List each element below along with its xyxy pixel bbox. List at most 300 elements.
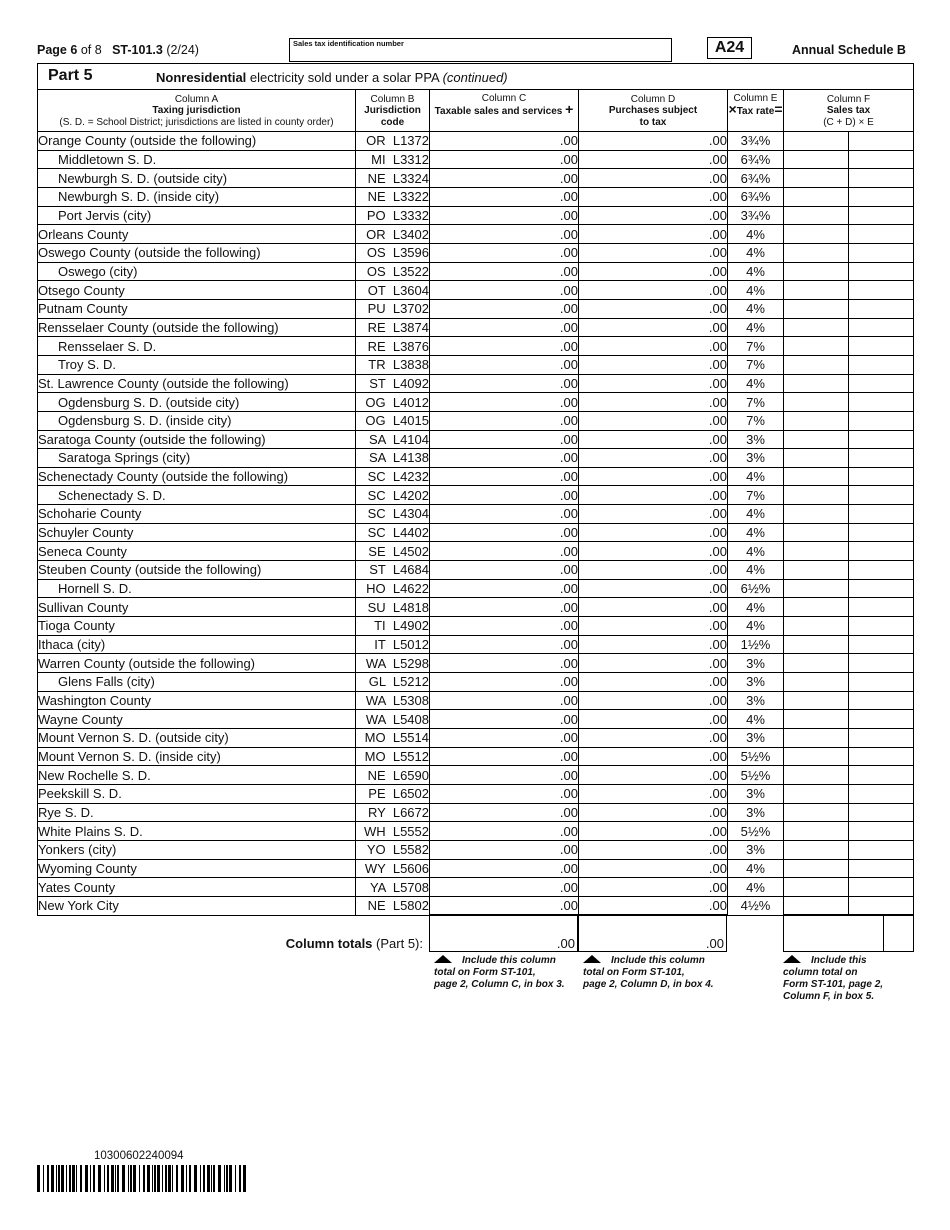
taxable-sales-field[interactable]: .00 — [430, 262, 579, 281]
taxable-sales-field[interactable]: .00 — [430, 187, 579, 206]
jurisdiction-name: Ithaca (city) — [38, 635, 356, 654]
jurisdiction-code: OG L4012 — [356, 393, 430, 412]
purchases-field[interactable]: .00 — [579, 523, 728, 542]
purchases-field[interactable]: .00 — [579, 393, 728, 412]
sales-tax-field[interactable] — [784, 579, 849, 598]
jurisdiction-name: Saratoga Springs (city) — [38, 449, 356, 468]
tax-rate: 4% — [728, 859, 784, 878]
sales-tax-field[interactable] — [784, 430, 849, 449]
jurisdiction-code: SA L4104 — [356, 430, 430, 449]
sales-tax-field[interactable] — [784, 729, 849, 748]
table-row — [38, 486, 914, 505]
table-row — [38, 355, 914, 374]
sales-tax-field[interactable] — [784, 878, 849, 897]
sales-tax-field[interactable] — [784, 337, 849, 356]
column-totals-label — [37, 936, 423, 951]
taxable-sales-field[interactable]: .00 — [430, 896, 579, 915]
tax-rate: 4% — [728, 617, 784, 636]
tax-rate: 4% — [728, 299, 784, 318]
barcode-bar — [104, 1165, 105, 1192]
taxable-sales-field[interactable]: .00 — [430, 803, 579, 822]
sales-tax-cents-field[interactable] — [849, 766, 914, 785]
barcode-bar — [172, 1165, 173, 1192]
sales-tax-cents-field[interactable] — [849, 449, 914, 468]
jurisdiction-code: OS L3522 — [356, 262, 430, 281]
taxable-sales-field[interactable]: .00 — [430, 878, 579, 897]
sales-tax-field[interactable] — [784, 374, 849, 393]
table-row — [38, 467, 914, 486]
barcode-bar — [56, 1165, 57, 1192]
sales-tax-field[interactable] — [784, 281, 849, 300]
tax-rate: 4% — [728, 225, 784, 244]
tax-rate: 3% — [728, 840, 784, 859]
column-d-name: Column D — [630, 93, 676, 105]
table-row — [38, 859, 914, 878]
jurisdiction-code: MO L5514 — [356, 729, 430, 748]
taxable-sales-field[interactable]: .00 — [430, 486, 579, 505]
taxable-sales-field[interactable]: .00 — [430, 635, 579, 654]
tax-rate: 3% — [728, 449, 784, 468]
sales-tax-field[interactable] — [784, 467, 849, 486]
tax-rate: 3% — [728, 729, 784, 748]
sales-tax-field[interactable] — [784, 542, 849, 561]
table-row — [38, 561, 914, 580]
sales-tax-field[interactable] — [784, 784, 849, 803]
table-body — [38, 132, 914, 916]
jurisdiction-name: Orleans County — [38, 225, 356, 244]
sales-tax-field[interactable] — [784, 691, 849, 710]
table-row — [38, 150, 914, 169]
taxable-sales-field[interactable]: .00 — [430, 449, 579, 468]
purchases-field[interactable]: .00 — [579, 467, 728, 486]
taxable-sales-field[interactable]: .00 — [430, 132, 579, 151]
sales-tax-cents-field[interactable] — [849, 505, 914, 524]
taxable-sales-field[interactable]: .00 — [430, 654, 579, 673]
tax-rate: 4% — [728, 505, 784, 524]
taxable-sales-field[interactable]: .00 — [430, 859, 579, 878]
sales-tax-id-field[interactable] — [289, 38, 672, 62]
taxable-sales-field[interactable]: .00 — [430, 243, 579, 262]
jurisdiction-name: Newburgh S. D. (inside city) — [38, 187, 356, 206]
taxable-sales-field[interactable]: .00 — [430, 467, 579, 486]
column-a-name: Column A — [174, 93, 219, 105]
purchases-field[interactable]: .00 — [579, 878, 728, 897]
taxable-sales-field[interactable]: .00 — [430, 374, 579, 393]
jurisdiction-name: Warren County (outside the following) — [38, 654, 356, 673]
sales-tax-field[interactable] — [784, 449, 849, 468]
barcode-bar — [58, 1165, 60, 1192]
barcode-bar — [194, 1165, 197, 1192]
purchases-field[interactable]: .00 — [579, 486, 728, 505]
sales-tax-cents-field[interactable] — [849, 617, 914, 636]
tax-rate: 5½% — [728, 766, 784, 785]
barcode-bar — [186, 1165, 187, 1192]
sales-tax-field[interactable] — [784, 822, 849, 841]
sales-tax-field[interactable] — [784, 355, 849, 374]
taxable-sales-field[interactable]: .00 — [430, 523, 579, 542]
purchases-field[interactable]: .00 — [579, 337, 728, 356]
tax-rate: 6½% — [728, 579, 784, 598]
taxable-sales-field[interactable]: .00 — [430, 150, 579, 169]
table-row — [38, 803, 914, 822]
jurisdiction-code: SC L4232 — [356, 467, 430, 486]
sales-tax-cents-field[interactable] — [849, 243, 914, 262]
sales-tax-cents-field[interactable] — [849, 542, 914, 561]
taxable-sales-field[interactable]: .00 — [430, 281, 579, 300]
note-d-line1: Include this column — [611, 955, 705, 966]
note-f-line1: Include this — [811, 955, 867, 966]
sales-tax-cents-field[interactable] — [849, 281, 914, 300]
total-column-f[interactable] — [783, 914, 884, 952]
sales-tax-field[interactable] — [784, 840, 849, 859]
note-column-d — [583, 955, 714, 991]
taxable-sales-field[interactable]: .00 — [430, 169, 579, 188]
sales-tax-cents-field[interactable] — [849, 747, 914, 766]
sales-tax-cents-field[interactable] — [849, 411, 914, 430]
taxable-sales-field[interactable]: .00 — [430, 691, 579, 710]
jurisdiction-name: Hornell S. D. — [38, 579, 356, 598]
taxable-sales-field[interactable]: .00 — [430, 337, 579, 356]
sales-tax-cents-field[interactable] — [849, 803, 914, 822]
jurisdiction-name: Rensselaer County (outside the following) — [38, 318, 356, 337]
sales-tax-cents-field[interactable] — [849, 393, 914, 412]
purchases-field[interactable]: .00 — [579, 449, 728, 468]
jurisdiction-name: Troy S. D. — [38, 355, 356, 374]
jurisdiction-code: SE L4502 — [356, 542, 430, 561]
total-column-d[interactable]: .00 — [578, 914, 727, 952]
page-label: Page — [37, 43, 67, 57]
jurisdiction-code: WH L5552 — [356, 822, 430, 841]
barcode-bar — [128, 1165, 129, 1192]
barcode-bar — [143, 1165, 145, 1192]
jurisdiction-name: Mount Vernon S. D. (outside city) — [38, 729, 356, 748]
form-code: A24 — [707, 37, 752, 59]
note-c-line2: total on Form ST-101, — [434, 967, 536, 978]
jurisdiction-code: YO L5582 — [356, 840, 430, 859]
taxable-sales-field[interactable]: .00 — [430, 206, 579, 225]
sales-tax-field[interactable] — [784, 803, 849, 822]
jurisdiction-name: Steuben County (outside the following) — [38, 561, 356, 580]
form-date: (2/24) — [166, 43, 199, 57]
column-b-name: Column B — [370, 93, 415, 105]
taxable-sales-field[interactable]: .00 — [430, 729, 579, 748]
sales-tax-cents-field[interactable] — [849, 169, 914, 188]
sales-tax-field[interactable] — [784, 132, 849, 151]
jurisdiction-code: RY L6672 — [356, 803, 430, 822]
barcode-bar — [189, 1165, 191, 1192]
purchases-field[interactable]: .00 — [579, 132, 728, 151]
column-d-title2: to tax — [639, 116, 667, 128]
table-row — [38, 225, 914, 244]
purchases-field[interactable]: .00 — [579, 561, 728, 580]
table-row — [38, 822, 914, 841]
purchases-field[interactable]: .00 — [579, 710, 728, 729]
tax-rate: 4½% — [728, 896, 784, 915]
jurisdiction-code: SA L4138 — [356, 449, 430, 468]
page-number: 6 — [70, 43, 78, 57]
tax-rate: 7% — [728, 393, 784, 412]
barcode-bar — [130, 1165, 132, 1192]
sales-tax-field[interactable] — [784, 225, 849, 244]
purchases-field[interactable]: .00 — [579, 729, 728, 748]
sales-tax-cents-field[interactable] — [849, 486, 914, 505]
table-row — [38, 784, 914, 803]
table-row — [38, 654, 914, 673]
table-row — [38, 840, 914, 859]
taxable-sales-field[interactable]: .00 — [430, 355, 579, 374]
total-column-c[interactable]: .00 — [429, 914, 578, 952]
table-row — [38, 878, 914, 897]
sales-tax-cents-field[interactable] — [849, 374, 914, 393]
sales-tax-field[interactable] — [784, 262, 849, 281]
sales-tax-cents-field[interactable] — [849, 691, 914, 710]
sales-tax-cents-field[interactable] — [849, 318, 914, 337]
sales-tax-cents-field[interactable] — [849, 561, 914, 580]
purchases-field[interactable]: .00 — [579, 355, 728, 374]
purchases-field[interactable]: .00 — [579, 784, 728, 803]
column-a-header — [38, 90, 356, 132]
sales-tax-cents-field[interactable] — [849, 654, 914, 673]
sales-tax-field[interactable] — [784, 561, 849, 580]
jurisdiction-code: RE L3874 — [356, 318, 430, 337]
sales-tax-field[interactable] — [784, 206, 849, 225]
purchases-field[interactable]: .00 — [579, 225, 728, 244]
barcode-bar — [61, 1165, 64, 1192]
taxable-sales-field[interactable]: .00 — [430, 766, 579, 785]
purchases-field[interactable]: .00 — [579, 374, 728, 393]
taxable-sales-field[interactable]: .00 — [430, 225, 579, 244]
sales-tax-cents-field[interactable] — [849, 878, 914, 897]
barcode-bar — [147, 1165, 150, 1192]
purchases-field[interactable]: .00 — [579, 747, 728, 766]
jurisdiction-name: New York City — [38, 896, 356, 915]
sales-tax-cents-field[interactable] — [849, 822, 914, 841]
page-of: of 8 — [80, 43, 102, 57]
jurisdiction-name: Yates County — [38, 878, 356, 897]
table-row — [38, 691, 914, 710]
tax-rate: 6¾% — [728, 150, 784, 169]
purchases-field[interactable]: .00 — [579, 859, 728, 878]
purchases-field[interactable]: .00 — [579, 635, 728, 654]
barcode-bar — [235, 1165, 236, 1192]
table-row — [38, 579, 914, 598]
taxable-sales-field[interactable]: .00 — [430, 598, 579, 617]
sales-tax-cents-field[interactable] — [849, 673, 914, 692]
tax-rate: 4% — [728, 598, 784, 617]
sales-tax-field[interactable] — [784, 617, 849, 636]
purchases-field[interactable]: .00 — [579, 505, 728, 524]
sales-tax-field[interactable] — [784, 411, 849, 430]
barcode-bar — [47, 1165, 49, 1192]
purchases-field[interactable]: .00 — [579, 542, 728, 561]
taxable-sales-field[interactable]: .00 — [430, 710, 579, 729]
table-row — [38, 617, 914, 636]
taxable-sales-field[interactable]: .00 — [430, 840, 579, 859]
tax-rate: 4% — [728, 467, 784, 486]
sales-tax-cents-field[interactable] — [849, 523, 914, 542]
purchases-field[interactable]: .00 — [579, 187, 728, 206]
sales-tax-cents-field[interactable] — [849, 635, 914, 654]
sales-tax-cents-field[interactable] — [849, 299, 914, 318]
sales-tax-cents-field[interactable] — [849, 598, 914, 617]
jurisdiction-code: OS L3596 — [356, 243, 430, 262]
table-row — [38, 262, 914, 281]
sales-tax-field[interactable] — [784, 393, 849, 412]
table-row — [38, 896, 914, 915]
purchases-field[interactable]: .00 — [579, 262, 728, 281]
barcode-bar — [176, 1165, 178, 1192]
sales-tax-field[interactable] — [784, 523, 849, 542]
totals-label-rest: (Part 5): — [372, 936, 423, 951]
sales-tax-field[interactable] — [784, 859, 849, 878]
purchases-field[interactable]: .00 — [579, 673, 728, 692]
sales-tax-cents-field[interactable] — [849, 150, 914, 169]
jurisdiction-code: PE L6502 — [356, 784, 430, 803]
barcode-bar — [72, 1165, 75, 1192]
jurisdiction-code: OG L4015 — [356, 411, 430, 430]
taxable-sales-field[interactable]: .00 — [430, 411, 579, 430]
schedule-title: Annual Schedule B — [792, 43, 906, 57]
jurisdiction-name: Washington County — [38, 691, 356, 710]
purchases-field[interactable]: .00 — [579, 430, 728, 449]
table-header-row — [38, 90, 914, 132]
sales-tax-field[interactable] — [784, 598, 849, 617]
tax-rate: 1½% — [728, 635, 784, 654]
table-row — [38, 318, 914, 337]
sales-tax-field[interactable] — [784, 318, 849, 337]
table-row — [38, 132, 914, 151]
taxable-sales-field[interactable]: .00 — [430, 505, 579, 524]
purchases-field[interactable]: .00 — [579, 281, 728, 300]
sales-tax-cents-field[interactable] — [849, 710, 914, 729]
sales-tax-cents-field[interactable] — [849, 579, 914, 598]
times-operator: × — [728, 101, 737, 118]
taxable-sales-field[interactable]: .00 — [430, 393, 579, 412]
sales-tax-cents-field[interactable] — [849, 355, 914, 374]
sales-tax-field[interactable] — [784, 299, 849, 318]
taxable-sales-field[interactable]: .00 — [430, 579, 579, 598]
taxable-sales-field[interactable]: .00 — [430, 299, 579, 318]
purchases-field[interactable]: .00 — [579, 169, 728, 188]
sales-tax-field[interactable] — [784, 896, 849, 915]
purchases-field[interactable]: .00 — [579, 598, 728, 617]
note-f-line2: column total on — [783, 967, 858, 978]
tax-rate: 7% — [728, 337, 784, 356]
taxable-sales-field[interactable]: .00 — [430, 784, 579, 803]
purchases-field[interactable]: .00 — [579, 206, 728, 225]
tax-rate: 4% — [728, 281, 784, 300]
sales-tax-field[interactable] — [784, 654, 849, 673]
jurisdiction-code: NE L5802 — [356, 896, 430, 915]
sales-tax-field[interactable] — [784, 187, 849, 206]
table-row — [38, 449, 914, 468]
sales-tax-field[interactable] — [784, 169, 849, 188]
sales-tax-cents-field[interactable] — [849, 132, 914, 151]
table-row — [38, 243, 914, 262]
purchases-field[interactable]: .00 — [579, 803, 728, 822]
sales-tax-cents-field[interactable] — [849, 729, 914, 748]
sales-tax-cents-field[interactable] — [849, 225, 914, 244]
part-title — [156, 70, 508, 85]
taxable-sales-field[interactable]: .00 — [430, 617, 579, 636]
sales-tax-field[interactable] — [784, 486, 849, 505]
total-column-f-cents[interactable] — [883, 914, 914, 952]
taxable-sales-field[interactable]: .00 — [430, 747, 579, 766]
sales-tax-field[interactable] — [784, 766, 849, 785]
tax-rate: 4% — [728, 561, 784, 580]
purchases-field[interactable]: .00 — [579, 150, 728, 169]
sales-tax-field[interactable] — [784, 505, 849, 524]
table-row — [38, 747, 914, 766]
totals-label-bold: Column totals — [285, 936, 373, 951]
sales-tax-cents-field[interactable] — [849, 430, 914, 449]
sales-tax-cents-field[interactable] — [849, 262, 914, 281]
jurisdiction-code: OT L3604 — [356, 281, 430, 300]
purchases-field[interactable]: .00 — [579, 579, 728, 598]
jurisdiction-code: ST L4092 — [356, 374, 430, 393]
sales-tax-cents-field[interactable] — [849, 206, 914, 225]
barcode-bar — [43, 1165, 44, 1192]
sales-tax-cents-field[interactable] — [849, 859, 914, 878]
table-row — [38, 523, 914, 542]
purchases-field[interactable]: .00 — [579, 411, 728, 430]
sales-tax-field[interactable] — [784, 710, 849, 729]
purchases-field[interactable]: .00 — [579, 243, 728, 262]
jurisdiction-name: Oswego (city) — [38, 262, 356, 281]
column-b-title2: code — [380, 116, 405, 128]
barcode-bar — [93, 1165, 95, 1192]
taxable-sales-field[interactable]: .00 — [430, 822, 579, 841]
tax-rate: 6¾% — [728, 169, 784, 188]
sales-tax-field[interactable] — [784, 635, 849, 654]
purchases-field[interactable]: .00 — [579, 840, 728, 859]
column-b-header — [356, 90, 430, 132]
sales-tax-field[interactable] — [784, 243, 849, 262]
sales-tax-cents-field[interactable] — [849, 784, 914, 803]
jurisdiction-code: SU L4818 — [356, 598, 430, 617]
taxable-sales-field[interactable]: .00 — [430, 561, 579, 580]
column-a-note: (S. D. = School District; jurisdictions are listed in county order) — [59, 116, 334, 128]
taxable-sales-field[interactable]: .00 — [430, 542, 579, 561]
sales-tax-cents-field[interactable] — [849, 840, 914, 859]
barcode-bar — [243, 1165, 246, 1192]
sales-tax-field[interactable] — [784, 150, 849, 169]
purchases-field[interactable]: .00 — [579, 691, 728, 710]
column-totals — [37, 914, 914, 952]
barcode-bar — [111, 1165, 114, 1192]
purchases-field[interactable]: .00 — [579, 896, 728, 915]
purchases-field[interactable]: .00 — [579, 822, 728, 841]
sales-tax-field[interactable] — [784, 747, 849, 766]
sales-tax-cents-field[interactable] — [849, 187, 914, 206]
sales-tax-cents-field[interactable] — [849, 467, 914, 486]
purchases-field[interactable]: .00 — [579, 318, 728, 337]
barcode-bar — [133, 1165, 136, 1192]
table-row — [38, 598, 914, 617]
purchases-field[interactable]: .00 — [579, 654, 728, 673]
purchases-field[interactable]: .00 — [579, 299, 728, 318]
taxable-sales-field[interactable]: .00 — [430, 673, 579, 692]
sales-tax-cents-field[interactable] — [849, 896, 914, 915]
taxable-sales-field[interactable]: .00 — [430, 318, 579, 337]
taxable-sales-field[interactable]: .00 — [430, 430, 579, 449]
purchases-field[interactable]: .00 — [579, 766, 728, 785]
jurisdiction-code: NE L6590 — [356, 766, 430, 785]
purchases-field[interactable]: .00 — [579, 617, 728, 636]
sales-tax-field[interactable] — [784, 673, 849, 692]
jurisdiction-name: Ogdensburg S. D. (outside city) — [38, 393, 356, 412]
sales-tax-cents-field[interactable] — [849, 337, 914, 356]
